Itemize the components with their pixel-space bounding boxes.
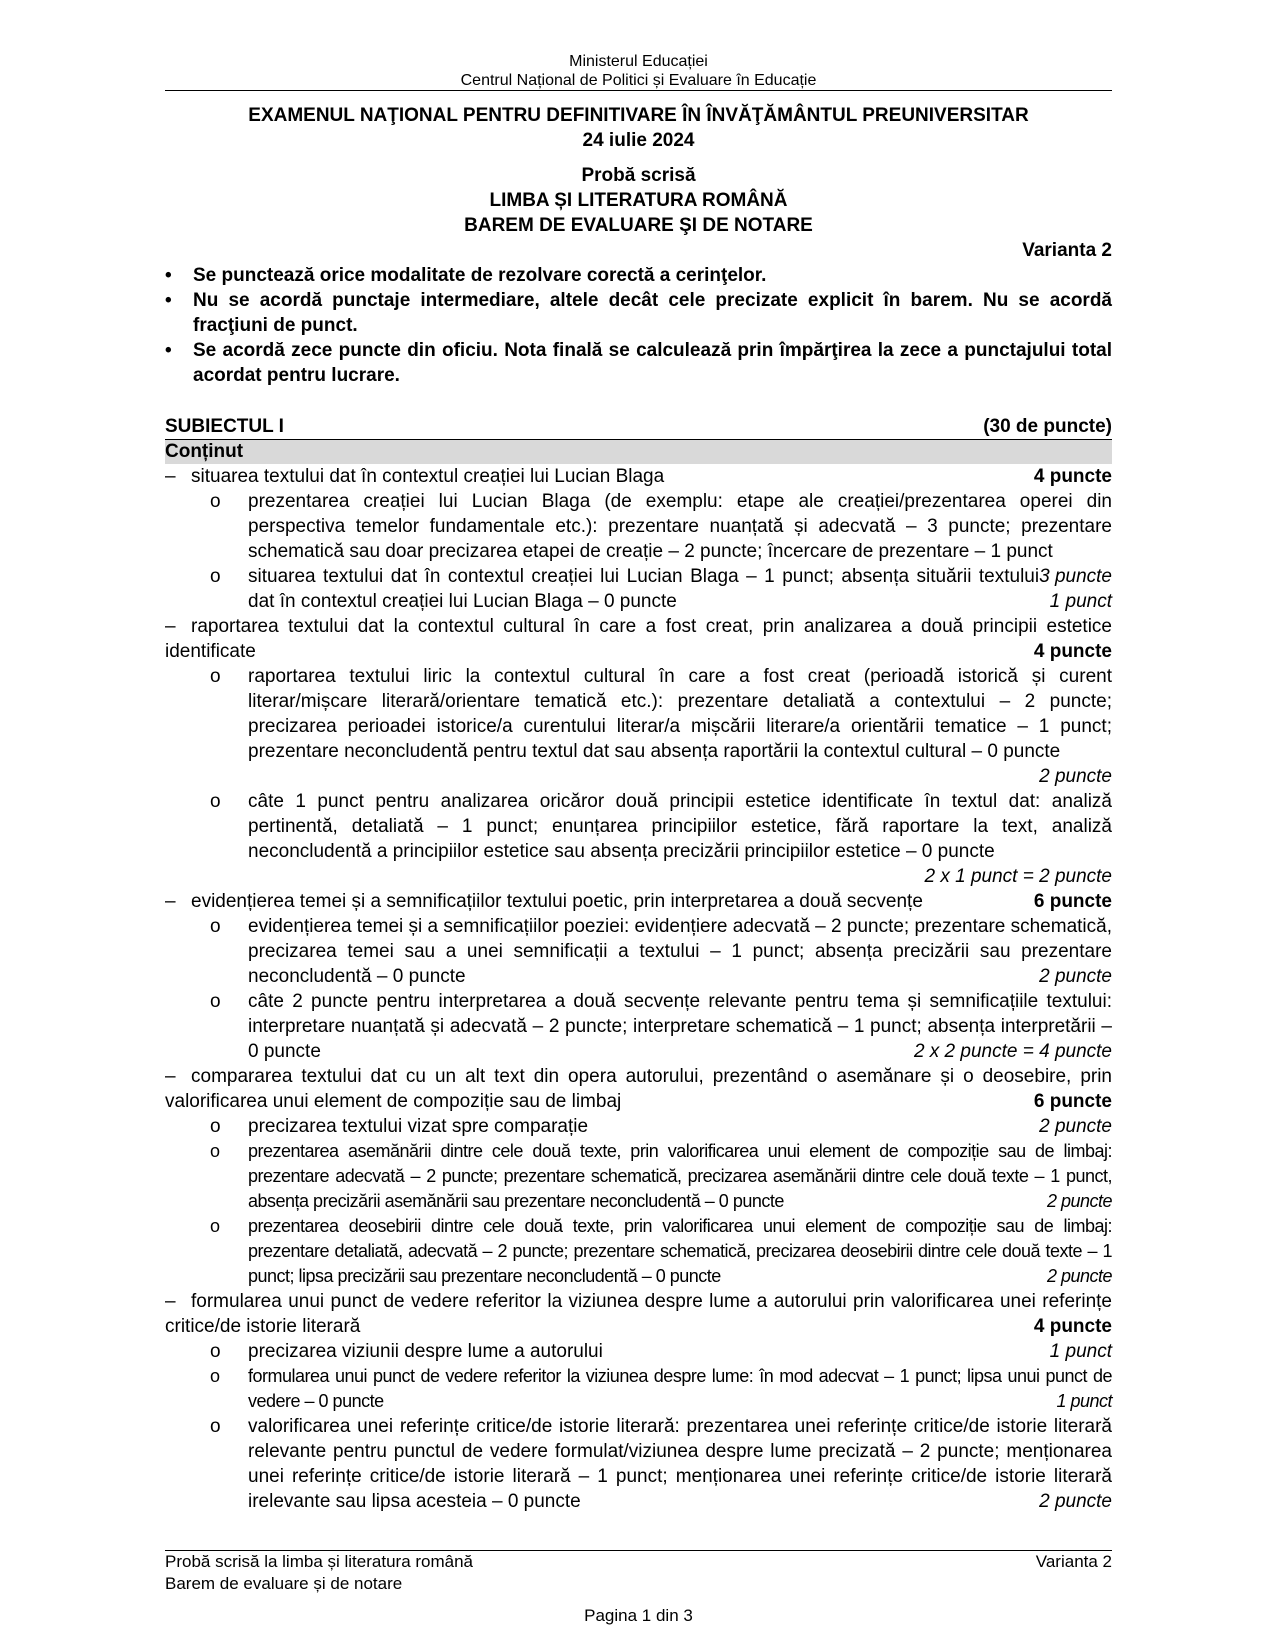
sub-criterion	[165, 1114, 1112, 1139]
criterion-points: 4 puncte	[1033, 466, 1112, 487]
sub-criterion-text: prezentarea deosebirii dintre cele două texte, prin valorificarea unui element de compoziție sau de limbaj: prezentare detaliată, adecvată – 2 puncte; prezentare schematică, precizarea deosebirii dintre cele două texte – 1 punct; lipsa precizării sau prezentare neconcludentă – 0 puncte	[248, 1216, 1112, 1286]
sub-criterion	[165, 1339, 1112, 1364]
criterion-text: formularea unui punct de vedere referitor la viziunea despre lume a autorului prin valorificarea unei referințe critice/de istorie literară	[165, 1291, 1112, 1337]
sub-criterion-points: 2 puncte	[1039, 1491, 1112, 1512]
circle-bullet: o	[210, 1341, 221, 1362]
subject-heading	[165, 415, 1112, 440]
circle-bullet: o	[210, 991, 221, 1012]
barem-title: BAREM DE EVALUARE ŞI DE NOTARE	[464, 215, 813, 236]
rule-item: • Nu se acordă punctaje intermediare, altele decât cele precizate explicit în barem. Nu se acordă fracţiuni de punct.	[165, 288, 1112, 338]
footer-variant: Varianta 2	[1035, 1552, 1112, 1571]
rule-item: • Se punctează orice modalitate de rezolvare corectă a cerinţelor.	[165, 263, 1112, 288]
sub-criterion-points: 2 puncte	[1046, 1191, 1112, 1211]
criterion-text: raportarea textului dat la contextul cultural în care a fost creat, prin analizarea a două principii estetice identificate	[165, 616, 1112, 662]
dash-marker: –	[165, 616, 176, 637]
circle-bullet: o	[210, 491, 221, 512]
subject-label: SUBIECTUL I	[165, 416, 284, 437]
sub-criterion-points: 2 x 2 puncte = 4 puncte	[913, 1041, 1112, 1062]
sub-criterion-points: 2 x 1 punct = 2 puncte	[924, 866, 1112, 887]
circle-bullet: o	[210, 1416, 221, 1437]
sub-criterion-text: evidențierea temei și a semnificațiilor poeziei: evidențiere adecvată – 2 puncte; prezentare schematică, precizarea temei sau a unei semnificații a textului – 1 punct; absența precizării sau prezentare neconcludentă – 0 puncte	[248, 916, 1112, 987]
criterion-text: evidențierea temei și a semnificațiilor textului poetic, prin interpretarea a două secvențe	[191, 891, 923, 912]
sub-criterion-points: 3 puncte	[1039, 566, 1112, 587]
sub-criterion-text: situarea textului dat în contextul creației lui Lucian Blaga – 1 punct; absența situării textului dat în contextul creației lui Lucian Blaga – 0 puncte	[248, 566, 1040, 612]
criterion-points: 6 puncte	[1033, 891, 1112, 912]
dash-marker: –	[165, 466, 176, 487]
dash-marker: –	[165, 1291, 176, 1312]
ministry-name: Ministerul Educației	[569, 53, 708, 70]
circle-bullet: o	[210, 1366, 220, 1386]
criterion-item	[165, 464, 1112, 489]
sub-criterion-points: 2 puncte	[1039, 766, 1112, 787]
criterion-text: compararea textului dat cu un alt text din opera autorului, prezentând o asemănare și o deosebire, prin valorificarea unui element de compoziție sau de limbaj	[165, 1066, 1112, 1112]
circle-bullet: o	[210, 1116, 221, 1137]
sub-criterion-points: 2 puncte	[1046, 1266, 1112, 1286]
circle-bullet: o	[210, 791, 221, 812]
sub-criterion-points: 2 puncte	[1039, 1116, 1112, 1137]
footer-exam-label: Probă scrisă la limba și literatura română	[165, 1552, 474, 1571]
sub-criterion-text: câte 1 punct pentru analizarea oricăror două principii estetice identificate în textul dat: analiză pertinentă, detaliată – 1 punct; enunțarea principiilor estetice, fără raportare la text, analiză neconcludentă a principiilor estetice sau absența precizării principiilor estetice – 0 puncte	[248, 791, 1112, 862]
circle-bullet: o	[210, 566, 221, 587]
sub-criterion	[165, 489, 1112, 587]
general-rules	[165, 263, 1112, 388]
sub-criterion-text: valorificarea unei referințe critice/de istorie literară: prezentarea unei referințe critice/de istorie literară relevante pentru punctul de vedere formulat/viziunea despre lume precizată – 2 puncte; menționarea unei referințe critice/de istorie literară – 1 punct; menționarea unei referințe critice/de istorie literară irelevante sau lipsa acesteia – 0 puncte	[248, 1416, 1112, 1512]
sub-criterion	[165, 564, 1112, 614]
sub-criterion-points: 2 puncte	[1039, 966, 1112, 987]
sub-criterion-text: formularea unui punct de vedere referitor la viziunea despre lume: în mod adecvat – 1 punct; lipsa unui punct de vedere – 0 puncte	[248, 1366, 1112, 1411]
document-footer	[165, 1550, 1112, 1627]
dash-marker: –	[165, 1066, 176, 1087]
criterion-item	[165, 1289, 1112, 1339]
footer-row	[165, 1551, 1112, 1573]
circle-bullet: o	[210, 666, 221, 687]
document-page	[165, 52, 1112, 1514]
sub-criterion	[165, 1139, 1112, 1214]
subject-points: (30 de puncte)	[983, 416, 1112, 437]
sub-criterion	[165, 1364, 1112, 1414]
criterion-text: situarea textului dat în contextul creației lui Lucian Blaga	[191, 466, 665, 487]
sub-criterion	[165, 1214, 1112, 1289]
circle-bullet: o	[210, 916, 221, 937]
criterion-points: 6 puncte	[1033, 1091, 1112, 1112]
content-section-header: Conținut	[165, 440, 1112, 464]
subject-name: LIMBA ȘI LITERATURA ROMÂNĂ	[489, 190, 788, 211]
circle-bullet: o	[210, 1141, 220, 1161]
sub-criterion-points: 1 punct	[1049, 591, 1112, 612]
footer-barem-label: Barem de evaluare și de notare	[165, 1574, 403, 1593]
sub-criterion-text: prezentarea creației lui Lucian Blaga (de exemplu: etape ale creației/prezentarea operei din perspectiva temelor fundamentale etc.): prezentare nuanțată și adecvată – 3 puncte; prezentare schematică sau doar precizarea etapei de creație – 2 puncte; încercare de prezentare – 1 punct	[248, 491, 1112, 562]
variant-label: Varianta 2	[1022, 240, 1112, 261]
sub-criterion-text: precizarea textului vizat spre comparație	[248, 1116, 589, 1137]
sub-criterion	[165, 664, 1112, 764]
criterion-points: 4 puncte	[1033, 1316, 1112, 1337]
criterion-item	[165, 889, 1112, 914]
sub-criterion-points: 1 punct	[1049, 1341, 1112, 1362]
sub-criterion	[165, 789, 1112, 864]
sub-criterion-text: raportarea textului liric la contextul cultural în care a fost creat (perioadă istorică și curent literar/mișcare literară/orientare tematică etc.): prezentare detaliată a contextului – 2 puncte; precizarea perioadei istorice/a curentului literar/a mișcării literare/a orientării tematice – 1 punct; prezentare neconcludentă pentru textul dat sau absența raportării la contextul cultural – 0 puncte	[248, 666, 1112, 762]
criterion-item	[165, 614, 1112, 664]
sub-criterion	[165, 1414, 1112, 1514]
circle-bullet: o	[210, 1216, 220, 1236]
sub-criterion-text: prezentarea asemănării dintre cele două texte, prin valorificarea unui element de compoziție sau de limbaj: prezentare adecvată – 2 puncte; prezentare schematică, precizarea asemănării dintre cele două texte – 1 punct, absența precizării asemănării sau prezentare neconcludentă – 0 puncte	[248, 1141, 1112, 1211]
exam-date: 24 iulie 2024	[582, 130, 695, 151]
criterion-points: 4 puncte	[1033, 641, 1112, 662]
sub-criterion-text: precizarea viziunii despre lume a autorului	[248, 1341, 603, 1362]
criterion-item	[165, 1064, 1112, 1114]
rule-item: • Se acordă zece puncte din oficiu. Nota finală se calculează prin împărţirea la zece a punctajului total acordat pentru lucrare.	[165, 338, 1112, 388]
test-type: Probă scrisă	[581, 165, 696, 186]
sub-criterion-text: câte 2 puncte pentru interpretarea a două secvențe relevante pentru tema și semnificațiile textului: interpretare nuanțată și adecvată – 2 puncte; interpretare schematică – 1 punct; absența interpretării – 0 puncte	[248, 991, 1112, 1062]
exam-title: EXAMENUL NAŢIONAL PENTRU DEFINITIVARE ÎN ÎNVĂŢĂMÂNTUL PREUNIVERSITAR	[248, 105, 1029, 126]
page-number: Pagina 1 din 3	[584, 1606, 693, 1625]
sub-criterion	[165, 914, 1112, 989]
center-name: Centrul Național de Politici și Evaluare în Educație	[460, 72, 817, 89]
dash-marker: –	[165, 891, 176, 912]
sub-criterion	[165, 989, 1112, 1064]
document-header	[165, 52, 1112, 90]
sub-criterion-points: 1 punct	[1056, 1391, 1112, 1411]
